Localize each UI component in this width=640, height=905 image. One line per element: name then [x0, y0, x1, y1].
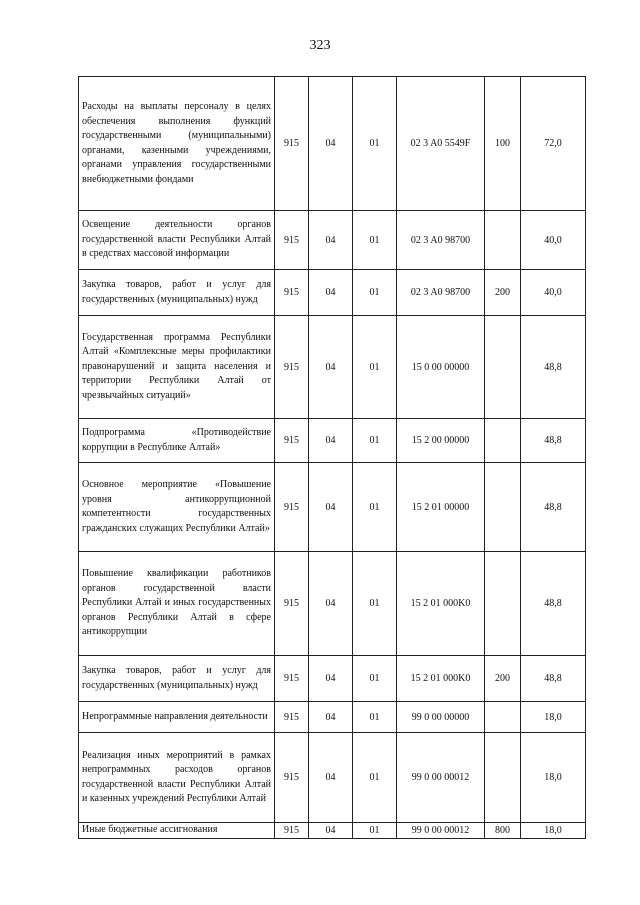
row-rz: 04 — [309, 656, 353, 702]
row-csr: 15 2 00 00000 — [397, 419, 485, 463]
row-name: Государственная программа Республики Алтай «Комплексные меры профилактики правонарушений и защита населения и территории Республики Алтай от чрезвычайных ситуаций» — [79, 316, 275, 419]
row-sum: 18,0 — [521, 702, 586, 733]
row-name: Расходы на выплаты персоналу в целях обеспечения выполнения функций государственными (муниципальными) органами, казенными учреждениями, органами управления государственными внебюджетными фондами — [79, 77, 275, 211]
table-row — [79, 77, 586, 211]
row-sum: 72,0 — [521, 77, 586, 211]
row-csr: 15 2 01 000K0 — [397, 552, 485, 656]
row-name: Повышение квалификации работников органов государственной власти Республики Алтай и иных государственных органов Республики Алтай в сфере антикоррупции — [79, 552, 275, 656]
row-rz: 04 — [309, 77, 353, 211]
row-sum: 18,0 — [521, 823, 586, 839]
row-csr: 02 3 A0 98700 — [397, 270, 485, 316]
row-vr: 800 — [485, 823, 521, 839]
row-ved: 915 — [275, 823, 309, 839]
row-pr: 01 — [353, 823, 397, 839]
budget-table-body — [79, 77, 586, 839]
row-vr — [485, 733, 521, 823]
row-pr: 01 — [353, 552, 397, 656]
row-name: Реализация иных мероприятий в рамках непрограммных расходов органов государственной власти Республики Алтай и казенных учреждений Республики Алтай — [79, 733, 275, 823]
table-row — [79, 211, 586, 270]
row-vr — [485, 552, 521, 656]
row-rz: 04 — [309, 316, 353, 419]
row-csr: 02 3 A0 5549F — [397, 77, 485, 211]
row-ved: 915 — [275, 419, 309, 463]
row-name: Освещение деятельности органов государственной власти Республики Алтай в средствах массовой информации — [79, 211, 275, 270]
row-pr: 01 — [353, 463, 397, 552]
row-rz: 04 — [309, 419, 353, 463]
row-vr — [485, 211, 521, 270]
table-row — [79, 823, 586, 839]
row-pr: 01 — [353, 702, 397, 733]
row-sum: 48,8 — [521, 463, 586, 552]
row-name: Закупка товаров, работ и услуг для государственных (муниципальных) нужд — [79, 656, 275, 702]
row-vr — [485, 702, 521, 733]
row-name: Основное мероприятие «Повышение уровня антикоррупционной компетентности государственных гражданских служащих Республики Алтай» — [79, 463, 275, 552]
row-csr: 99 0 00 00000 — [397, 702, 485, 733]
row-sum: 48,8 — [521, 656, 586, 702]
row-vr: 200 — [485, 656, 521, 702]
row-ved: 915 — [275, 77, 309, 211]
row-sum: 40,0 — [521, 211, 586, 270]
row-name: Непрограммные направления деятельности — [79, 702, 275, 733]
row-rz: 04 — [309, 702, 353, 733]
row-vr — [485, 463, 521, 552]
row-sum: 48,8 — [521, 552, 586, 656]
row-name: Закупка товаров, работ и услуг для государственных (муниципальных) нужд — [79, 270, 275, 316]
row-csr: 15 0 00 00000 — [397, 316, 485, 419]
budget-table — [78, 76, 586, 839]
row-rz: 04 — [309, 823, 353, 839]
row-vr: 200 — [485, 270, 521, 316]
row-csr: 15 2 01 000K0 — [397, 656, 485, 702]
row-ved: 915 — [275, 463, 309, 552]
row-rz: 04 — [309, 270, 353, 316]
row-csr: 02 3 A0 98700 — [397, 211, 485, 270]
row-csr: 15 2 01 00000 — [397, 463, 485, 552]
row-csr: 99 0 00 00012 — [397, 733, 485, 823]
row-rz: 04 — [309, 733, 353, 823]
table-row — [79, 463, 586, 552]
row-vr: 100 — [485, 77, 521, 211]
row-sum: 48,8 — [521, 419, 586, 463]
row-ved: 915 — [275, 733, 309, 823]
row-rz: 04 — [309, 211, 353, 270]
row-vr — [485, 419, 521, 463]
table-row — [79, 419, 586, 463]
row-vr — [485, 316, 521, 419]
row-pr: 01 — [353, 211, 397, 270]
row-rz: 04 — [309, 463, 353, 552]
table-row — [79, 702, 586, 733]
row-rz: 04 — [309, 552, 353, 656]
table-row — [79, 656, 586, 702]
table-row — [79, 270, 586, 316]
table-row — [79, 552, 586, 656]
row-ved: 915 — [275, 702, 309, 733]
table-row — [79, 733, 586, 823]
row-pr: 01 — [353, 733, 397, 823]
row-ved: 915 — [275, 270, 309, 316]
row-ved: 915 — [275, 316, 309, 419]
row-pr: 01 — [353, 656, 397, 702]
row-pr: 01 — [353, 316, 397, 419]
row-sum: 48,8 — [521, 316, 586, 419]
row-ved: 915 — [275, 211, 309, 270]
row-sum: 40,0 — [521, 270, 586, 316]
table-row — [79, 316, 586, 419]
row-pr: 01 — [353, 270, 397, 316]
row-pr: 01 — [353, 419, 397, 463]
row-pr: 01 — [353, 77, 397, 211]
row-ved: 915 — [275, 656, 309, 702]
page-number: 323 — [309, 38, 331, 53]
row-ved: 915 — [275, 552, 309, 656]
row-csr: 99 0 00 00012 — [397, 823, 485, 839]
row-sum: 18,0 — [521, 733, 586, 823]
row-name: Иные бюджетные ассигнования — [79, 823, 275, 839]
row-name: Подпрограмма «Противодействие коррупции в Республике Алтай» — [79, 419, 275, 463]
